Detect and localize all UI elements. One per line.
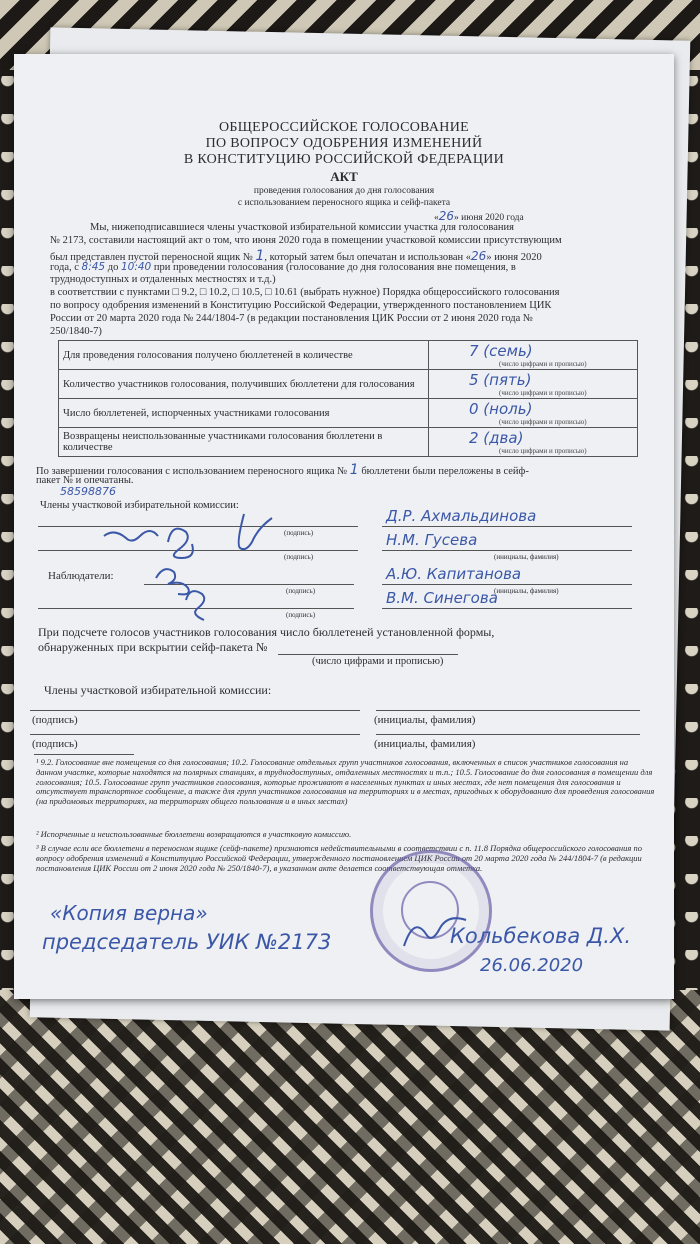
packet-number: 58598876 <box>60 485 116 498</box>
row-label: Число бюллетеней, испорченных участниками голосования <box>59 399 429 428</box>
row-value: 0 (ноль) <box>469 400 533 418</box>
name-caption: (инициалы, фамилия) <box>494 553 559 561</box>
members-title: Члены участковой избирательной комиссии: <box>40 500 239 511</box>
signatures-drawing <box>94 508 294 628</box>
after-line-1: По завершении голосования с использованием переносного ящика № 1 бюллетени были переложены в сейф- <box>36 462 529 478</box>
row-value: 7 (семь) <box>469 342 533 360</box>
row-label: Количество участников голосования, получивших бюллетени для голосования <box>59 370 429 399</box>
row-label: Возвращены неиспользованные участниками голосования бюллетени в количестве <box>59 428 429 457</box>
header-line-1: ОБЩЕРОССИЙСКОЕ ГОЛОСОВАНИЕ <box>219 120 469 135</box>
count-line-1: При подсчете голосов участников голосования число бюллетеней установленной формы, <box>38 625 495 639</box>
observer-name-2: В.М. Синегова <box>386 589 498 607</box>
row-value-cell <box>429 341 638 370</box>
certify-date: 26.06.2020 <box>480 955 584 976</box>
table-row <box>59 399 638 428</box>
after-line-2: пакет № и опечатаны. <box>36 475 134 486</box>
table-row <box>59 341 638 370</box>
observer-name-1: А.Ю. Капитанова <box>386 565 522 583</box>
act-subtitle-1: проведения голосования до дня голосования <box>253 186 435 196</box>
intro-line-1: Мы, нижеподписавшиеся члены участковой избирательной комиссии участка для голосования <box>90 222 514 233</box>
row-value-cell <box>429 399 638 428</box>
row-label: Для проведения голосования получено бюллетеней в количестве <box>59 341 429 370</box>
table-row <box>59 370 638 399</box>
row-caption: (число цифрами и прописью) <box>499 360 587 368</box>
intro-line-9: 250/1840-7) <box>50 326 102 337</box>
member-name-1: Д.Р. Ахмальдинова <box>386 507 537 525</box>
act-title: АКТ <box>330 169 358 184</box>
table-row <box>59 428 638 457</box>
row-value: 5 (пять) <box>469 371 532 389</box>
row-value-cell <box>429 428 638 457</box>
intro-line-5: труднодоступных и отдаленных местностях и т.д.) <box>50 274 276 285</box>
footnote-2: ² Испорченные и неиспользованные бюллетени возвращаются в участковую комиссию. <box>36 829 352 839</box>
footnote-3: ³ В случае если все бюллетени в переносном ящике (сейф-пакете) признаются недействительными в соответствии с п. 11.8 Порядка общероссийского голосования по вопросу одобрения изменений в Конституцию Российской Федерации, утвержденного постановлением ЦИК России от 20 марта 2020 года № 244/1804-7 (в редакции постановления ЦИК России от 2 июня 2020 года № 250/1840-7), в указанном акте делается соответствующая отметка. <box>36 843 642 873</box>
header-line-3: В КОНСТИТУЦИЮ РОССИЙСКОЙ ФЕДЕРАЦИИ <box>183 152 505 167</box>
act-date: «26» июня 2020 года <box>434 209 524 223</box>
intro-line-4: года, с 8:45 до 10:40 при проведении голосования (голосование до дня голосования вне помещения, в <box>50 261 516 273</box>
members2-sign-caption-2: (подпись) <box>32 738 78 750</box>
intro-line-8: России от 20 марта 2020 года № 244/1804-7 (в редакции постановления ЦИК России от 2 июня 2020 года № <box>50 313 533 324</box>
intro-line-7: по вопросу одобрения изменений в Конституцию Российской Федерации, утвержденного постановлением ЦИК <box>50 300 552 311</box>
row-caption: (число цифрами и прописью) <box>499 447 587 455</box>
count-caption: (число цифрами и прописью) <box>312 656 444 667</box>
count-line-2: обнаруженных при вскрытии сейф-пакета № <box>38 640 268 654</box>
member-name-2: Н.М. Гусева <box>386 531 478 549</box>
row-caption: (число цифрами и прописью) <box>499 418 587 426</box>
act-subtitle-2: с использованием переносного ящика и сейф-пакета <box>237 198 451 208</box>
row-caption: (число цифрами и прописью) <box>499 389 587 397</box>
intro-line-2: № 2173, составили настоящий акт о том, что июня 2020 года в помещении участковой комиссии присутствующим <box>50 235 562 246</box>
name-caption: (инициалы, фамилия) <box>494 587 559 595</box>
row-value-cell <box>429 370 638 399</box>
intro-line-3: был представлен пустой переносной ящик № 1, который затем был опечатан и использован «26» июня 2020 <box>50 248 542 264</box>
document-page <box>14 54 674 999</box>
sign-caption: (подпись) <box>286 611 316 619</box>
members2-sign-caption: (подпись) <box>32 714 78 726</box>
members2-name-caption: (инициалы, фамилия) <box>374 714 476 726</box>
certify-copy: «Копия верна» <box>50 901 208 925</box>
ballot-table <box>58 340 638 457</box>
header-line-2: ПО ВОПРОСУ ОДОБРЕНИЯ ИЗМЕНЕНИЙ <box>205 136 483 151</box>
chair-signature-drawing <box>400 906 470 956</box>
certify-chair: председатель УИК №2173 <box>42 930 332 954</box>
members2-name-caption-2: (инициалы, фамилия) <box>374 738 476 750</box>
members2-title: Члены участковой избирательной комиссии: <box>44 683 272 697</box>
intro-line-6: в соответствии с пунктами □ 9.2, □ 10.2, □ 10.5, □ 10.61 (выбрать нужное) Порядка общероссийского голосования <box>50 287 560 298</box>
sign-caption: (подпись) <box>286 587 316 595</box>
certify-name: Кольбекова Д.Х. <box>450 924 632 948</box>
observers-title: Наблюдатели: <box>48 570 114 582</box>
footnote-1: ¹ 9.2. Голосование вне помещения со дня голосования; 10.2. Голосование отдельных групп участников голосования, включенных в список участников голосования на данном участке, которые находятся на полярных станциях, в труднодоступных, отдаленных местностях и т.п.; 10.5. Голосование до дня голосования в помещении для голосования; 10.5. Голосование групп участников голосования, которые проживают в населенных пунктах и иных местах, где нет помещения для голосования и отсутствует транспортное сообщение, а также для групп участников голосования на территориях и в местах, пригодных к оборудованию для проведения голосования (на придомовых территориях, на территориях общего пользования и в иных местах) <box>36 757 655 807</box>
row-value: 2 (два) <box>469 429 524 447</box>
sign-caption: (подпись) <box>284 553 314 561</box>
sign-caption: (подпись) <box>284 529 314 537</box>
